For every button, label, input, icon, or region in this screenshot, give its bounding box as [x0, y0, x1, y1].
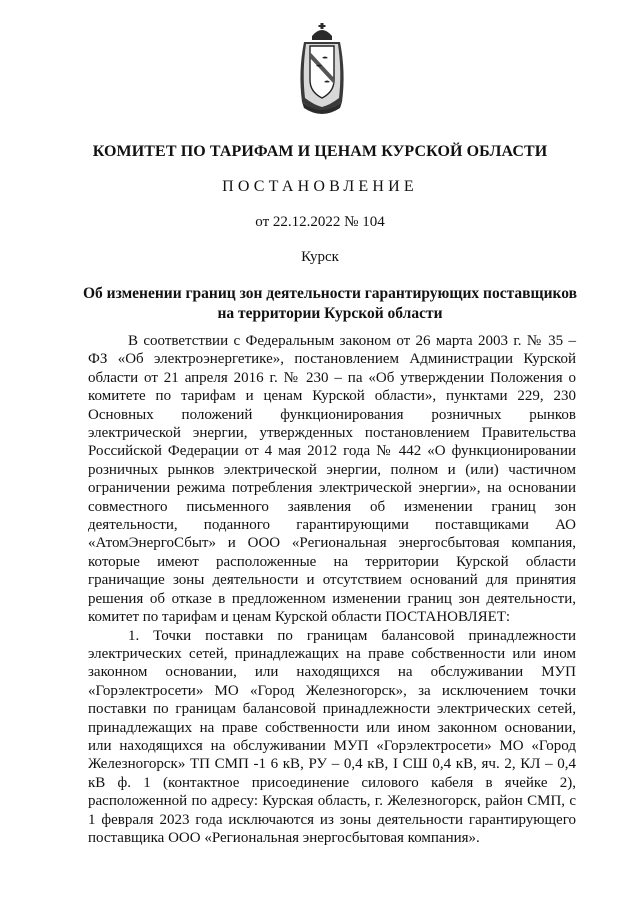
coat-of-arms-icon: [294, 22, 350, 114]
document-type: ПОСТАНОВЛЕНИЕ: [222, 178, 418, 195]
preamble-paragraph: В соответствии с Федеральным законом от 26 марта 2003 г. № 35 – ФЗ «Об электроэнергетике», постановлением Администрации Курской области от 21 апреля 2016 г. № 230 – па «Об утверждении Положения о комитете по тарифам и ценам Курской области», пунктами 229, 230 Основных положений функционирования розничных рынков электрической энергии, утвержденных постановлением Правительства Российской Федерации от 4 мая 2012 года № 442 «О функционировании розничных рынков электрической энергии, полном и (или) частичном ограничении режима потребления электрической энергии», на основании совместного письменного заявления об изменении границ зон деятельности, поданного гарантирующими поставщиками АО «АтомЭнергоСбыт» и ООО «Региональная энергосбытовая компания, которые имеют расположенные на территории Курской области граничащие зоны деятельности и отсутствием оснований для принятия решения об отказе в предложенном изменении границ зон деятельности, комитет по тарифам и ценам Курской области ПОСТАНОВЛЯЕТ:: [88, 333, 576, 626]
document-body: [88, 332, 576, 847]
date-number: от 22.12.2022 № 104: [255, 214, 385, 230]
item-1-paragraph: 1. Точки поставки по границам балансовой принадлежности электрических сетей, принадлежащих на праве собственности или ином законном основании, или находящихся на обслуживании МУП «Горэлектросети» МО «Город Железногорск», за исключением точки поставки по границам балансовой принадлежности электрических сетей, принадлежащих на праве собственности или ином законном основании, или находящихся на обслуживании МУП «Горэлектросети» МО «Город Железногорск» ТП СМП -1 6 кВ, РУ – 0,4 кВ, I СШ 0,4 кВ, яч. 2, КЛ – 0,4 кВ ф. 1 (контактное присоединение силового кабеля в ячейке 2), расположенной по адресу: Курская область, г. Железногорск, район СМП, с 1 февраля 2023 года исключаются из зоны деятельности гарантирующего поставщика ООО «Региональная энергосбытовая компания».: [88, 627, 576, 846]
committee-name: КОМИТЕТ ПО ТАРИФАМ И ЦЕНАМ КУРСКОЙ ОБЛАСТИ: [92, 143, 548, 160]
document-title: Об изменении границ зон деятельности гарантирующих поставщиков на территории Курской области: [82, 285, 578, 322]
city: Курск: [301, 249, 339, 265]
